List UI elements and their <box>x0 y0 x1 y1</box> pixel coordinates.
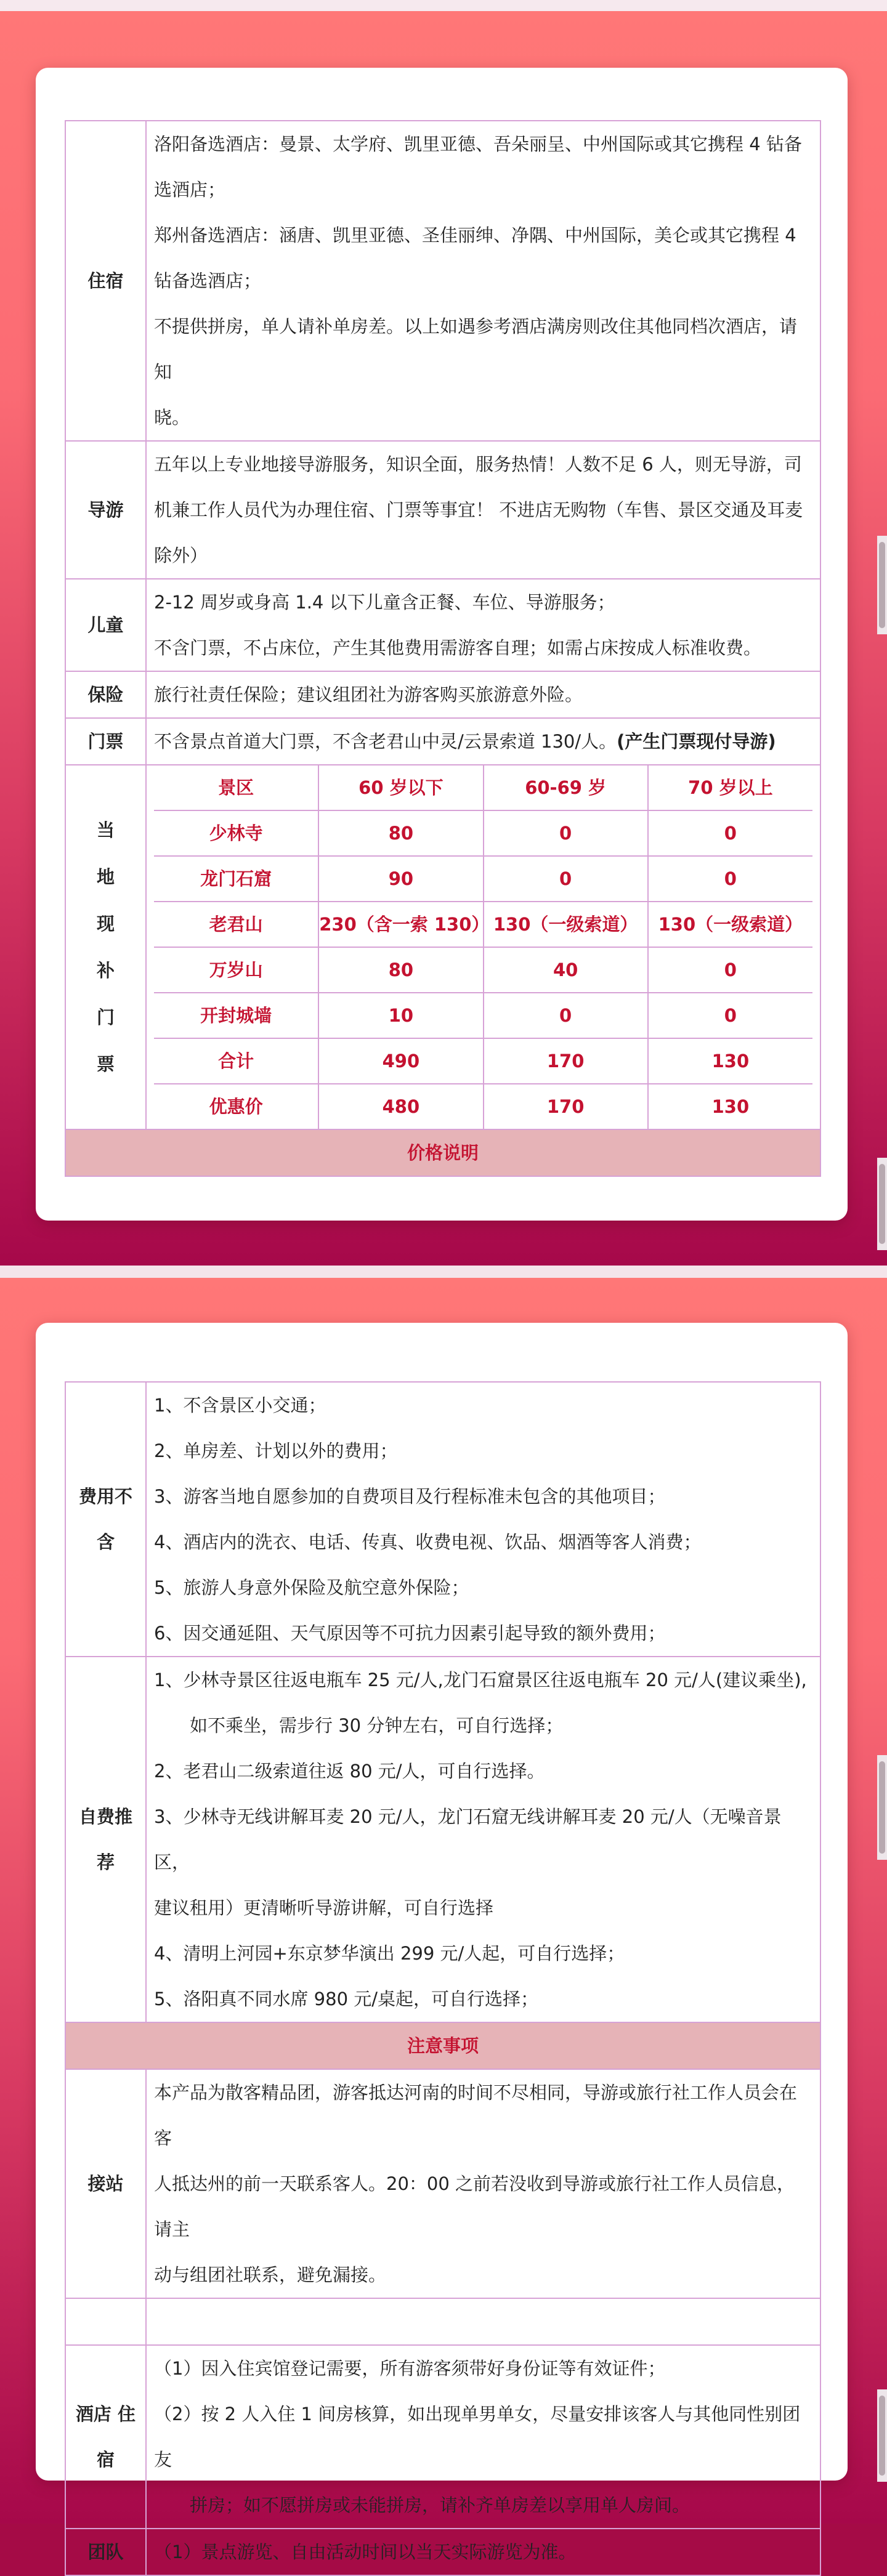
tickets-row <box>65 718 820 765</box>
lodging-row <box>65 121 820 441</box>
list-item: 5、旅游人身意外保险及航空意外保险； <box>154 1577 469 1598</box>
table-cell: 170 <box>484 1084 648 1129</box>
team-content: （1）景点游览、自由活动时间以当天实际游览为准。 <box>146 2529 820 2575</box>
info-card-2 <box>36 1323 848 2562</box>
lodging-content <box>146 121 820 441</box>
info-card-1 <box>36 68 848 1221</box>
list-item: 6、因交通延阻、天气原因等不可抗力因素引起导致的额外费用； <box>154 1623 666 1644</box>
table-cell: 0 <box>648 856 812 902</box>
notes-heading: 注意事项 <box>65 2022 820 2069</box>
table-cell: 480 <box>318 1084 483 1129</box>
top-strip <box>0 0 887 11</box>
text-line: 钻备选酒店； <box>154 270 262 291</box>
table-row <box>154 902 812 947</box>
list-item-continued: 如不乘坐，需步行 30 分钟左右，可自行选择； <box>190 1715 564 1736</box>
list-item: 1、少林寺景区往返电瓶车 25 元/人,龙门石窟景区往返电瓶车 20 元/人(建议乘坐), <box>154 1670 807 1690</box>
row-label: 儿童 <box>65 579 146 671</box>
table-cell: 130 <box>648 1038 812 1084</box>
list-item: 3、少林寺无线讲解耳麦 20 元/人，龙门石窟无线讲解耳麦 20 元/人（无噪音景区， <box>154 1806 782 1873</box>
text-line: 洛阳备选酒店：曼景、太学府、凯里亚德、吾朵丽呈、中州国际或其它携程 4 钻备 <box>154 134 802 155</box>
table-cell: 龙门石窟 <box>154 856 318 902</box>
price-note-row <box>65 1129 820 1176</box>
optional-content <box>146 1657 820 2022</box>
row-label: 保险 <box>65 671 146 718</box>
tickets-payment-note: (产生门票现付导游) <box>617 731 776 752</box>
table-cell: 0 <box>484 993 648 1038</box>
local-tickets-row <box>65 765 820 1129</box>
list-item: 4、酒店内的洗衣、电话、传真、收费电视、饮品、烟酒等客人消费； <box>154 1532 702 1552</box>
table-cell: 130（一级索道） <box>484 902 648 947</box>
row-label: 团队 <box>65 2529 146 2575</box>
table-cell: 老君山 <box>154 902 318 947</box>
table-cell: 90 <box>318 856 483 902</box>
row-label: 导游 <box>65 441 146 579</box>
text-line: 五年以上专业地接导游服务，知识全面，服务热情！人数不足 6 人，则无导游，司 <box>154 454 802 475</box>
table-cell: 0 <box>648 993 812 1038</box>
text-line: （2）按 2 人入住 1 间房核算，如出现单男单女，尽量安排该客人与其他同性别团友 <box>154 2404 801 2470</box>
text-line: 不含门票，不占床位，产生其他费用需游客自理；如需占床按成人标准收费。 <box>154 637 762 658</box>
table-cell: 开封城墙 <box>154 993 318 1038</box>
table-cell: 优惠价 <box>154 1084 318 1129</box>
hotel-row <box>65 2345 820 2529</box>
ticket-price-cell <box>146 765 820 1129</box>
text-line: 本产品为散客精品团，游客抵达河南的时间不尽相同，导游或旅行社工作人员会在客 <box>154 2082 798 2149</box>
table-row <box>154 1038 812 1084</box>
list-item: 3、游客当地自愿参加的自费项目及行程标准未包含的其他项目； <box>154 1486 666 1507</box>
row-label <box>65 2298 146 2345</box>
pickup-row <box>65 2069 820 2298</box>
hotel-content <box>146 2345 820 2529</box>
price-note-heading: 价格说明 <box>65 1129 820 1176</box>
table-cell: 80 <box>318 810 483 856</box>
empty-content <box>146 2298 820 2345</box>
section-divider-strip <box>0 1266 887 1278</box>
list-item-continued: 建议租用）更清晰听导游讲解，可自行选择 <box>154 1897 494 1918</box>
table-row <box>154 1084 812 1129</box>
list-item: 1、不含景区小交通； <box>154 1395 326 1416</box>
scrollbar-track-3[interactable] <box>877 1755 887 1860</box>
scrollbar-thumb[interactable] <box>879 542 885 628</box>
scrollbar-thumb[interactable] <box>879 2396 885 2476</box>
table-cell: 0 <box>484 856 648 902</box>
insurance-row <box>65 671 820 718</box>
scrollbar-thumb[interactable] <box>879 1164 885 1244</box>
ticket-price-table <box>154 765 812 1129</box>
table-cell: 490 <box>318 1038 483 1084</box>
empty-row <box>65 2298 820 2345</box>
table-row <box>154 947 812 993</box>
row-label: 住宿 <box>65 121 146 441</box>
tickets-content <box>146 718 820 765</box>
table-row <box>154 856 812 902</box>
ticket-header-row <box>154 765 812 810</box>
text-line: 郑州备选酒店：涵唐、凯里亚德、圣佳丽绅、净隅、中州国际，美仑或其它携程 4 <box>154 225 796 246</box>
optional-row <box>65 1657 820 2022</box>
notes-title-row <box>65 2022 820 2069</box>
table-cell: 230（含一索 130） <box>318 902 483 947</box>
scrollbar-track-2[interactable] <box>877 1158 887 1250</box>
list-item: 5、洛阳真不同水席 980 元/桌起，可自行选择； <box>154 1989 539 2009</box>
column-header: 景区 <box>154 765 318 810</box>
table-cell: 80 <box>318 947 483 993</box>
scrollbar-thumb[interactable] <box>879 1761 885 1854</box>
text-line: 人抵达州的前一天联系客人。20：00 之前若没收到导游或旅行社工作人员信息，请主 <box>154 2173 795 2240</box>
table-cell: 130 <box>648 1084 812 1129</box>
list-item: 4、清明上河园+东京梦华演出 299 元/人起，可自行选择； <box>154 1943 625 1964</box>
excluded-row <box>65 1382 820 1657</box>
text-line: 2-12 周岁或身高 1.4 以下儿童含正餐、车位、导游服务； <box>154 592 615 613</box>
table-cell: 40 <box>484 947 648 993</box>
row-label: 酒店 住宿 <box>65 2345 146 2529</box>
list-item: 2、单房差、计划以外的费用； <box>154 1440 398 1461</box>
children-row <box>65 579 820 671</box>
notes-info-table <box>65 1381 821 2576</box>
text-line: 不提供拼房，单人请补单房差。以上如遇参考酒店满房则改住其他同档次酒店，请知 <box>154 316 798 382</box>
row-label: 费用不 含 <box>65 1382 146 1657</box>
table-cell: 万岁山 <box>154 947 318 993</box>
excluded-content <box>146 1382 820 1657</box>
children-content <box>146 579 820 671</box>
text-line: 选酒店； <box>154 179 226 200</box>
table-cell: 0 <box>648 947 812 993</box>
pickup-content <box>146 2069 820 2298</box>
insurance-content: 旅行社责任保险；建议组团社为游客购买旅游意外险。 <box>146 671 820 718</box>
row-label: 接站 <box>65 2069 146 2298</box>
guide-content <box>146 441 820 579</box>
guide-row <box>65 441 820 579</box>
table-cell: 合计 <box>154 1038 318 1084</box>
table-cell: 0 <box>648 810 812 856</box>
tickets-text: 不含景点首道大门票，不含老君山中灵/云景索道 130/人。 <box>154 731 617 752</box>
column-header: 60 岁以下 <box>318 765 483 810</box>
column-header: 60-69 岁 <box>484 765 648 810</box>
table-row <box>154 993 812 1038</box>
text-line: 晓。 <box>154 407 190 428</box>
team-row <box>65 2529 820 2575</box>
text-line: 拼房；如不愿拼房或未能拼房，请补齐单房差以享用单人房间。 <box>190 2495 691 2516</box>
text-line: （1）因入住宾馆登记需要，所有游客须带好身份证等有效证件； <box>154 2358 666 2379</box>
table-cell: 少林寺 <box>154 810 318 856</box>
table-cell: 130（一级索道） <box>648 902 812 947</box>
table-cell: 170 <box>484 1038 648 1084</box>
text-line: 除外） <box>154 545 208 566</box>
table-row <box>154 810 812 856</box>
list-item: 2、老君山二级索道往返 80 元/人，可自行选择。 <box>154 1761 545 1782</box>
scrollbar-track-1[interactable] <box>877 536 887 634</box>
text-line: 机兼工作人员代为办理住宿、门票等事宜！ 不进店无购物（车售、景区交通及耳麦 <box>154 499 803 520</box>
table-cell: 10 <box>318 993 483 1038</box>
row-label: 门票 <box>65 718 146 765</box>
column-header: 70 岁以上 <box>648 765 812 810</box>
itinerary-info-table <box>65 120 821 1177</box>
scrollbar-track-4[interactable] <box>877 2389 887 2482</box>
table-cell: 0 <box>484 810 648 856</box>
text-line: 动与组团社联系，避免漏接。 <box>154 2264 387 2285</box>
row-label: 自费推 荐 <box>65 1657 146 2022</box>
local-tickets-label: 当 地 现 补 门 票 <box>65 765 146 1129</box>
